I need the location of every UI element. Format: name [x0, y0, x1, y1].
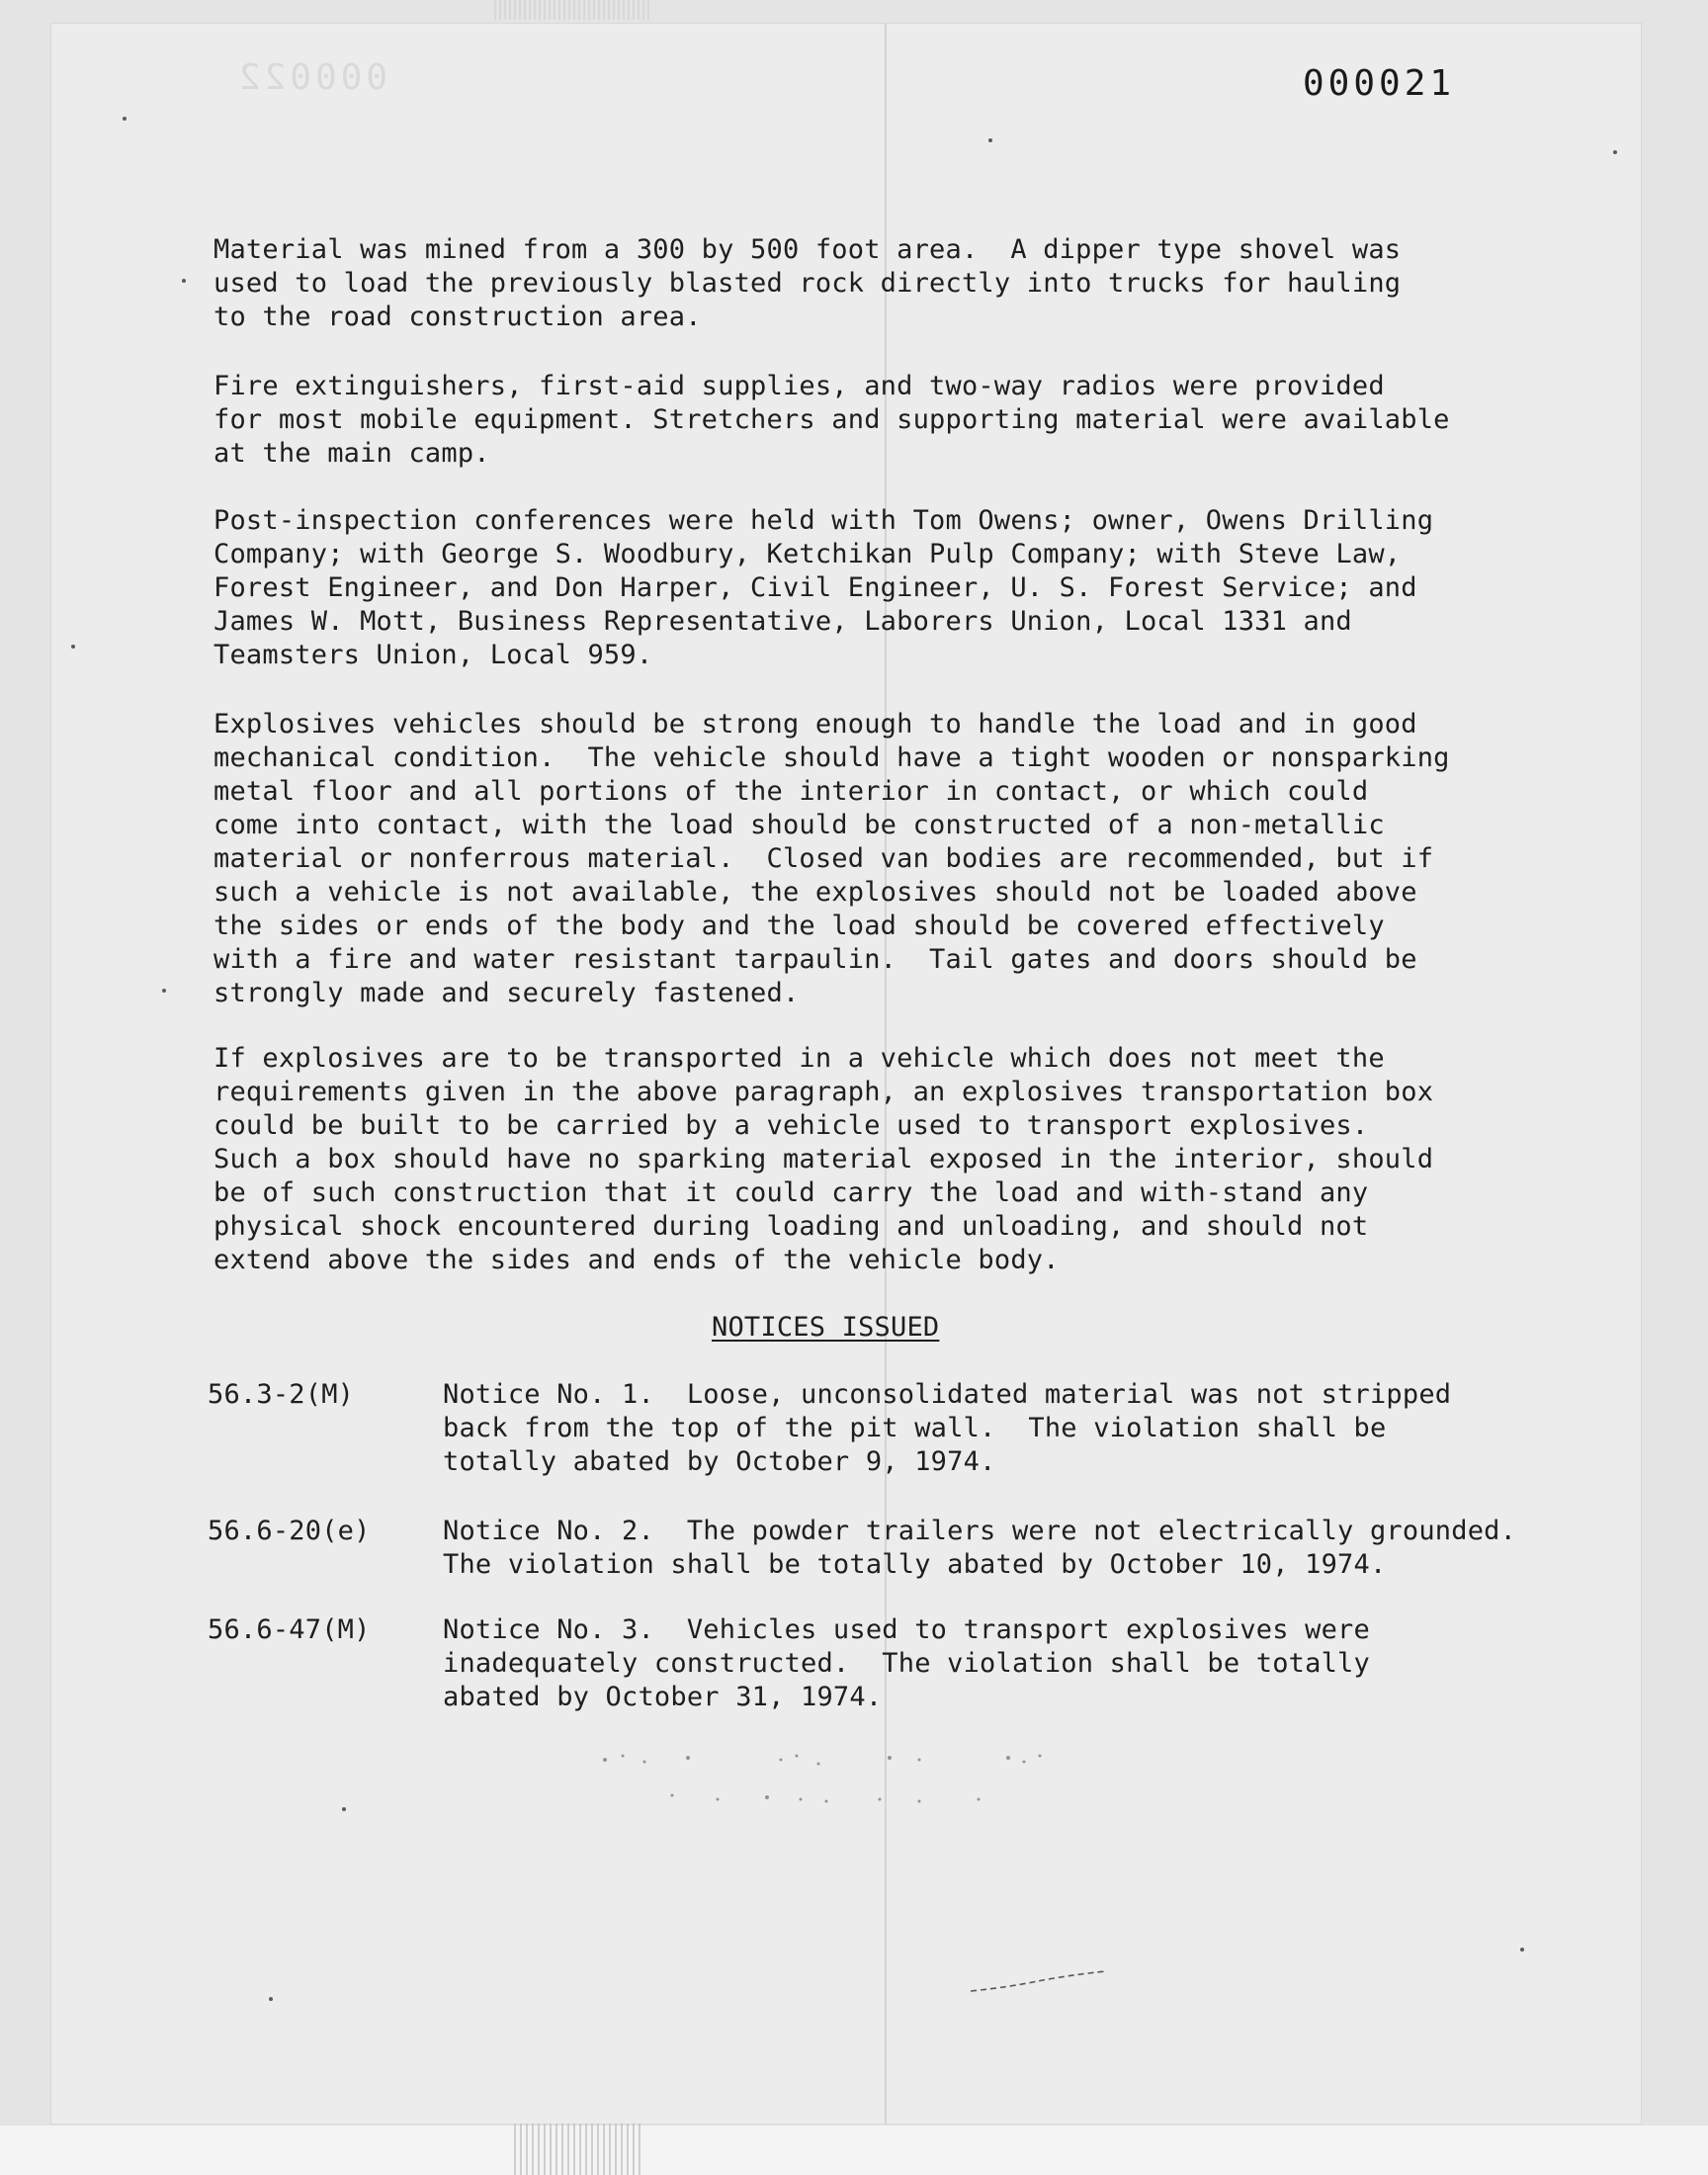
scan-artifact-top [494, 0, 652, 20]
scan-speck [123, 117, 127, 121]
scan-artifact-bottom [514, 2124, 642, 2175]
scan-speck [1520, 1948, 1524, 1952]
notice-code: 56.6-20(e) [208, 1516, 371, 1546]
scan-noise-mark [969, 1967, 1107, 1997]
notice-code: 56.3-2(M) [208, 1379, 355, 1410]
scan-speck [1613, 150, 1617, 154]
page-number: 000021 [1303, 63, 1456, 104]
scan-speck [182, 279, 186, 283]
scan-noise-specks [593, 1746, 1087, 1815]
notices-heading: NOTICES ISSUED [712, 1312, 940, 1343]
paragraph-conferences: Post-inspection conferences were held with Tom Owens; owner, Owens Drilling Company; with George S. Woodbury, Ketchikan Pulp Company; with Steve Law, Forest Engineer, and Don Harper, Civil Engineer, U. S. Forest Service; and James W. Mott, Business Representative, Laborers Union, Local 1331 and Teamsters Union, Local 959. [214, 505, 1434, 670]
notice-text: Notice No. 1. Loose, unconsolidated material was not stripped back from the top of the pit wall. The violation shall be totally abated by October 9, 1974. [443, 1379, 1452, 1477]
scan-bottom-margin [0, 2126, 1708, 2175]
bleed-through-page-number: 000022 [235, 57, 388, 98]
notice-text: Notice No. 3. Vehicles used to transport explosives were inadequately constructed. The violation shall be totally abated by October 31, 1974. [443, 1614, 1370, 1712]
scan-speck [71, 645, 75, 649]
scan-speck [269, 1997, 273, 2001]
paragraph-mining-area: Material was mined from a 300 by 500 foot area. A dipper type shovel was used to load the previously blasted rock directly into trucks for hauling to the road construction area. [214, 234, 1402, 332]
notice-text: Notice No. 2. The powder trailers were not electrically grounded. The violation shall be totally abated by October 10, 1974. [443, 1516, 1517, 1580]
paragraph-safety-equipment: Fire extinguishers, first-aid supplies, and two-way radios were provided for most mobile equipment. Stretchers and supporting material were available at the main camp. [214, 371, 1450, 469]
scan-speck [162, 989, 166, 993]
scan-speck [988, 138, 992, 142]
paragraph-explosives-vehicles: Explosives vehicles should be strong enough to handle the load and in good mechanical condition. The vehicle should have a tight wooden or nonsparking metal floor and all portions of the interior in contact, or which could come into contact, with the load should be constructed of a non-metallic material or nonferrous material. Closed van bodies are recommended, but if such a vehicle is not available, the explosives should not be loaded above the sides or ends of the body and the load should be covered effectively with a fire and water resistant tarpaulin. Tail gates and doors should be strongly made and securely fastened. [214, 709, 1450, 1008]
paragraph-transport-box: If explosives are to be transported in a vehicle which does not meet the requirements given in the above paragraph, an explosives transportation box could be built to be carried by a vehicle used to transport explosives. Such a box should have no sparking material exposed in the interior, should be of such construction that it could carry the load and with-stand any physical shock encountered during loading and unloading, and should not extend above the sides and ends of the vehicle body. [214, 1043, 1434, 1275]
scan-speck [342, 1807, 346, 1811]
notice-code: 56.6-47(M) [208, 1614, 371, 1645]
